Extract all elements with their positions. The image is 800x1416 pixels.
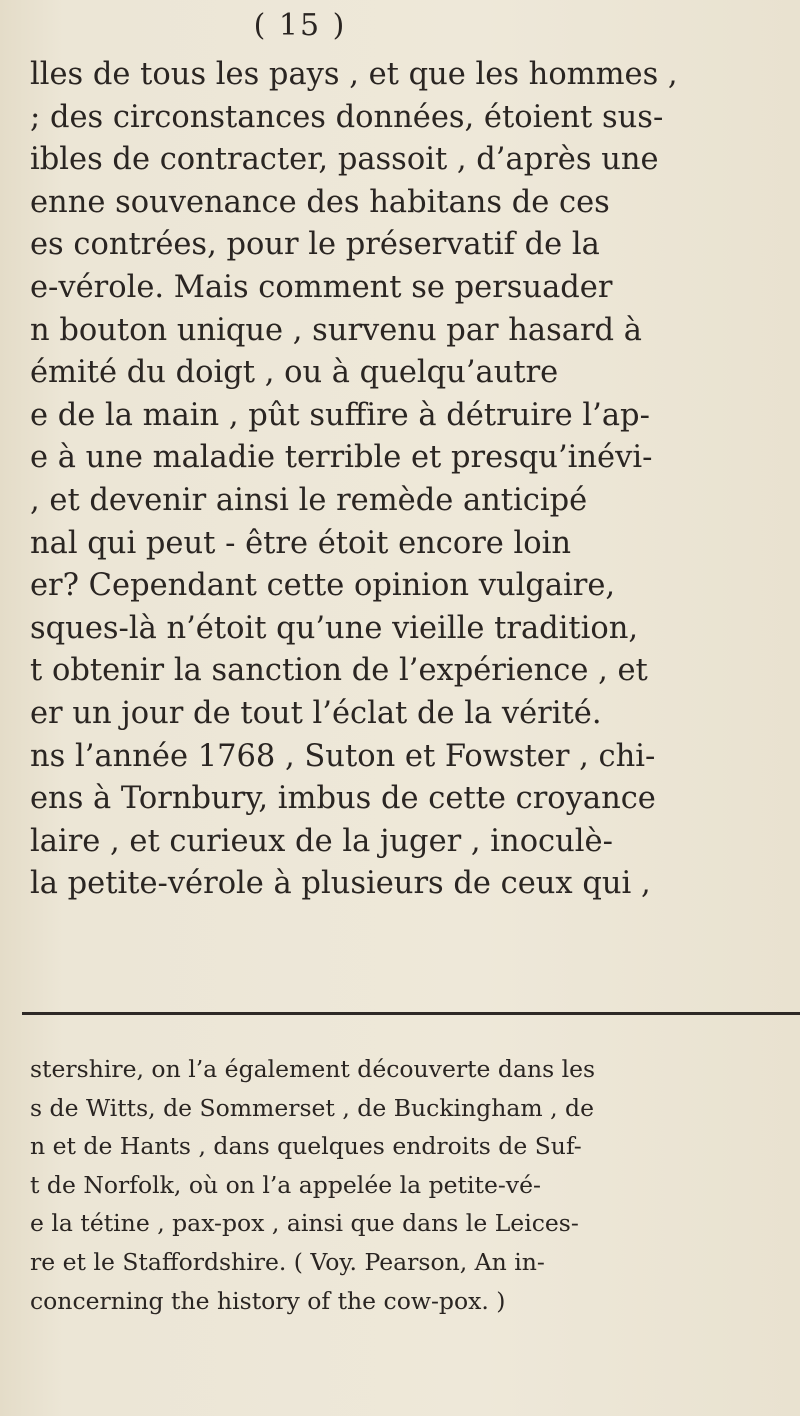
footnote-line: re et le Staffordshire. ( Voy. Pearson, An in- [30, 1247, 545, 1276]
footnote-line: concerning the history of the cow-pox. ) [30, 1286, 506, 1315]
footnote-line: t de Norfolk, où on l’a appelée la petite-vé- [30, 1170, 541, 1199]
text-line: es contrées, pour le préservatif de la [30, 227, 600, 263]
text-line: ns l’année 1768 , Suton et Fowster , chi- [30, 738, 656, 774]
text-line: er? Cependant cette opinion vulgaire, [30, 568, 616, 604]
text-line: , et devenir ainsi le remède anticipé [30, 482, 588, 518]
text-line: e-vérole. Mais comment se persuader [30, 269, 613, 305]
text-line: n bouton unique , survenu par hasard à [30, 312, 642, 348]
text-line: émité du doigt , ou à quelqu’autre [30, 355, 559, 391]
footnote-line: e la tétine , pax-pox , ainsi que dans le Leices- [30, 1209, 579, 1238]
footnote-line: s de Witts, de Sommerset , de Buckingham , de [30, 1093, 594, 1122]
footnote-line: n et de Hants , dans quelques endroits de Suf- [30, 1132, 582, 1161]
text-line: sques-là n’étoit qu’une vieille tradition, [30, 610, 639, 646]
text-line: t obtenir la sanction de l’expérience , et [30, 653, 648, 689]
text-line: er un jour de tout l’éclat de la vérité. [30, 695, 602, 731]
text-line: laire , et curieux de la juger , inoculè- [30, 823, 613, 859]
main-text [30, 54, 800, 906]
text-line: ibles de contracter, passoit , d’après une [30, 142, 659, 178]
text-line: nal qui peut - être étoit encore loin [30, 525, 572, 561]
text-line: la petite-vérole à plusieurs de ceux qui , [30, 866, 651, 902]
text-line: e à une maladie terrible et presqu’inévi- [30, 440, 653, 476]
footnote-line: stershire, on l’a également découverte dans les [30, 1055, 596, 1083]
text-line: lles de tous les pays , et que les hommes , [30, 57, 678, 92]
footnote-divider [22, 1012, 800, 1015]
footnote [30, 1050, 800, 1320]
text-line: e de la main , pût suffire à détruire l’ap- [30, 397, 650, 433]
text-line: ens à Tornbury, imbus de cette croyance [30, 781, 656, 817]
page-number: ( 15 ) [253, 8, 347, 43]
text-line: enne souvenance des habitans de ces [30, 184, 610, 220]
text-line: ; des circonstances données, étoient sus- [30, 99, 664, 135]
